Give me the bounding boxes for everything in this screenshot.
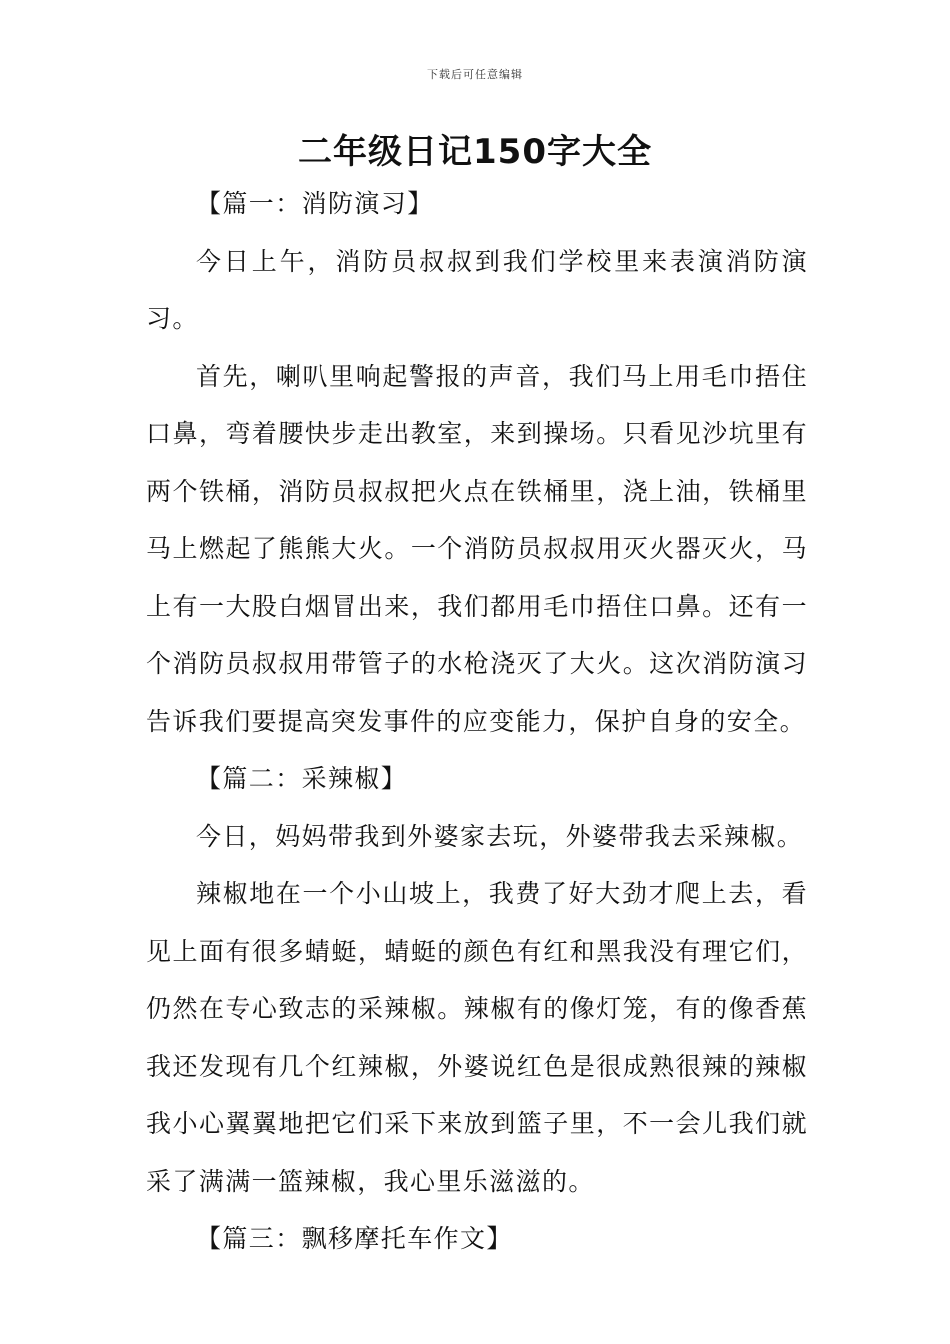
paragraph: 辣椒地在一个小山坡上，我费了好大劲才爬上去，看见上面有很多蜻蜓，蜻蜓的颜色有红和黑我没有理它们，仍然在专心致志的采辣椒。辣椒有的像灯笼，有的像香蕉我还发现有几个红辣椒，外婆说红色是很成熟很辣的辣椒我小心翼翼地把它们采下来放到篮子里，不一会儿我们就采了满满一篮辣椒，我心里乐滋滋的。 (146, 879, 808, 1196)
paragraph: 今日上午，消防员叔叔到我们学校里来表演消防演习。 (146, 246, 808, 333)
header-note: 下载后可任意编辑 (427, 68, 523, 81)
document-body (146, 175, 808, 1268)
paragraph: 今日，妈妈带我到外婆家去玩，外婆带我去采辣椒。 (196, 821, 804, 851)
document-title: 二年级日记150字大全 (298, 132, 652, 172)
section-heading-1: 【篇一：消防演习】 (196, 189, 434, 218)
section-heading-3: 【篇三：飘移摩托车作文】 (196, 1224, 513, 1253)
paragraph: 首先，喇叭里响起警报的声音，我们马上用毛巾捂住口鼻，弯着腰快步走出教室，来到操场。只看见沙坑里有两个铁桶，消防员叔叔把火点在铁桶里，浇上油，铁桶里马上燃起了熊熊大火。一个消防员叔叔用灭火器灭火，马上有一大股白烟冒出来，我们都用毛巾捂住口鼻。还有一个消防员叔叔用带管子的水枪浇灭了大火。这次消防演习告诉我们要提高突发事件的应变能力，保护自身的安全。 (146, 361, 808, 736)
section-heading-2: 【篇二：采辣椒】 (196, 764, 408, 793)
